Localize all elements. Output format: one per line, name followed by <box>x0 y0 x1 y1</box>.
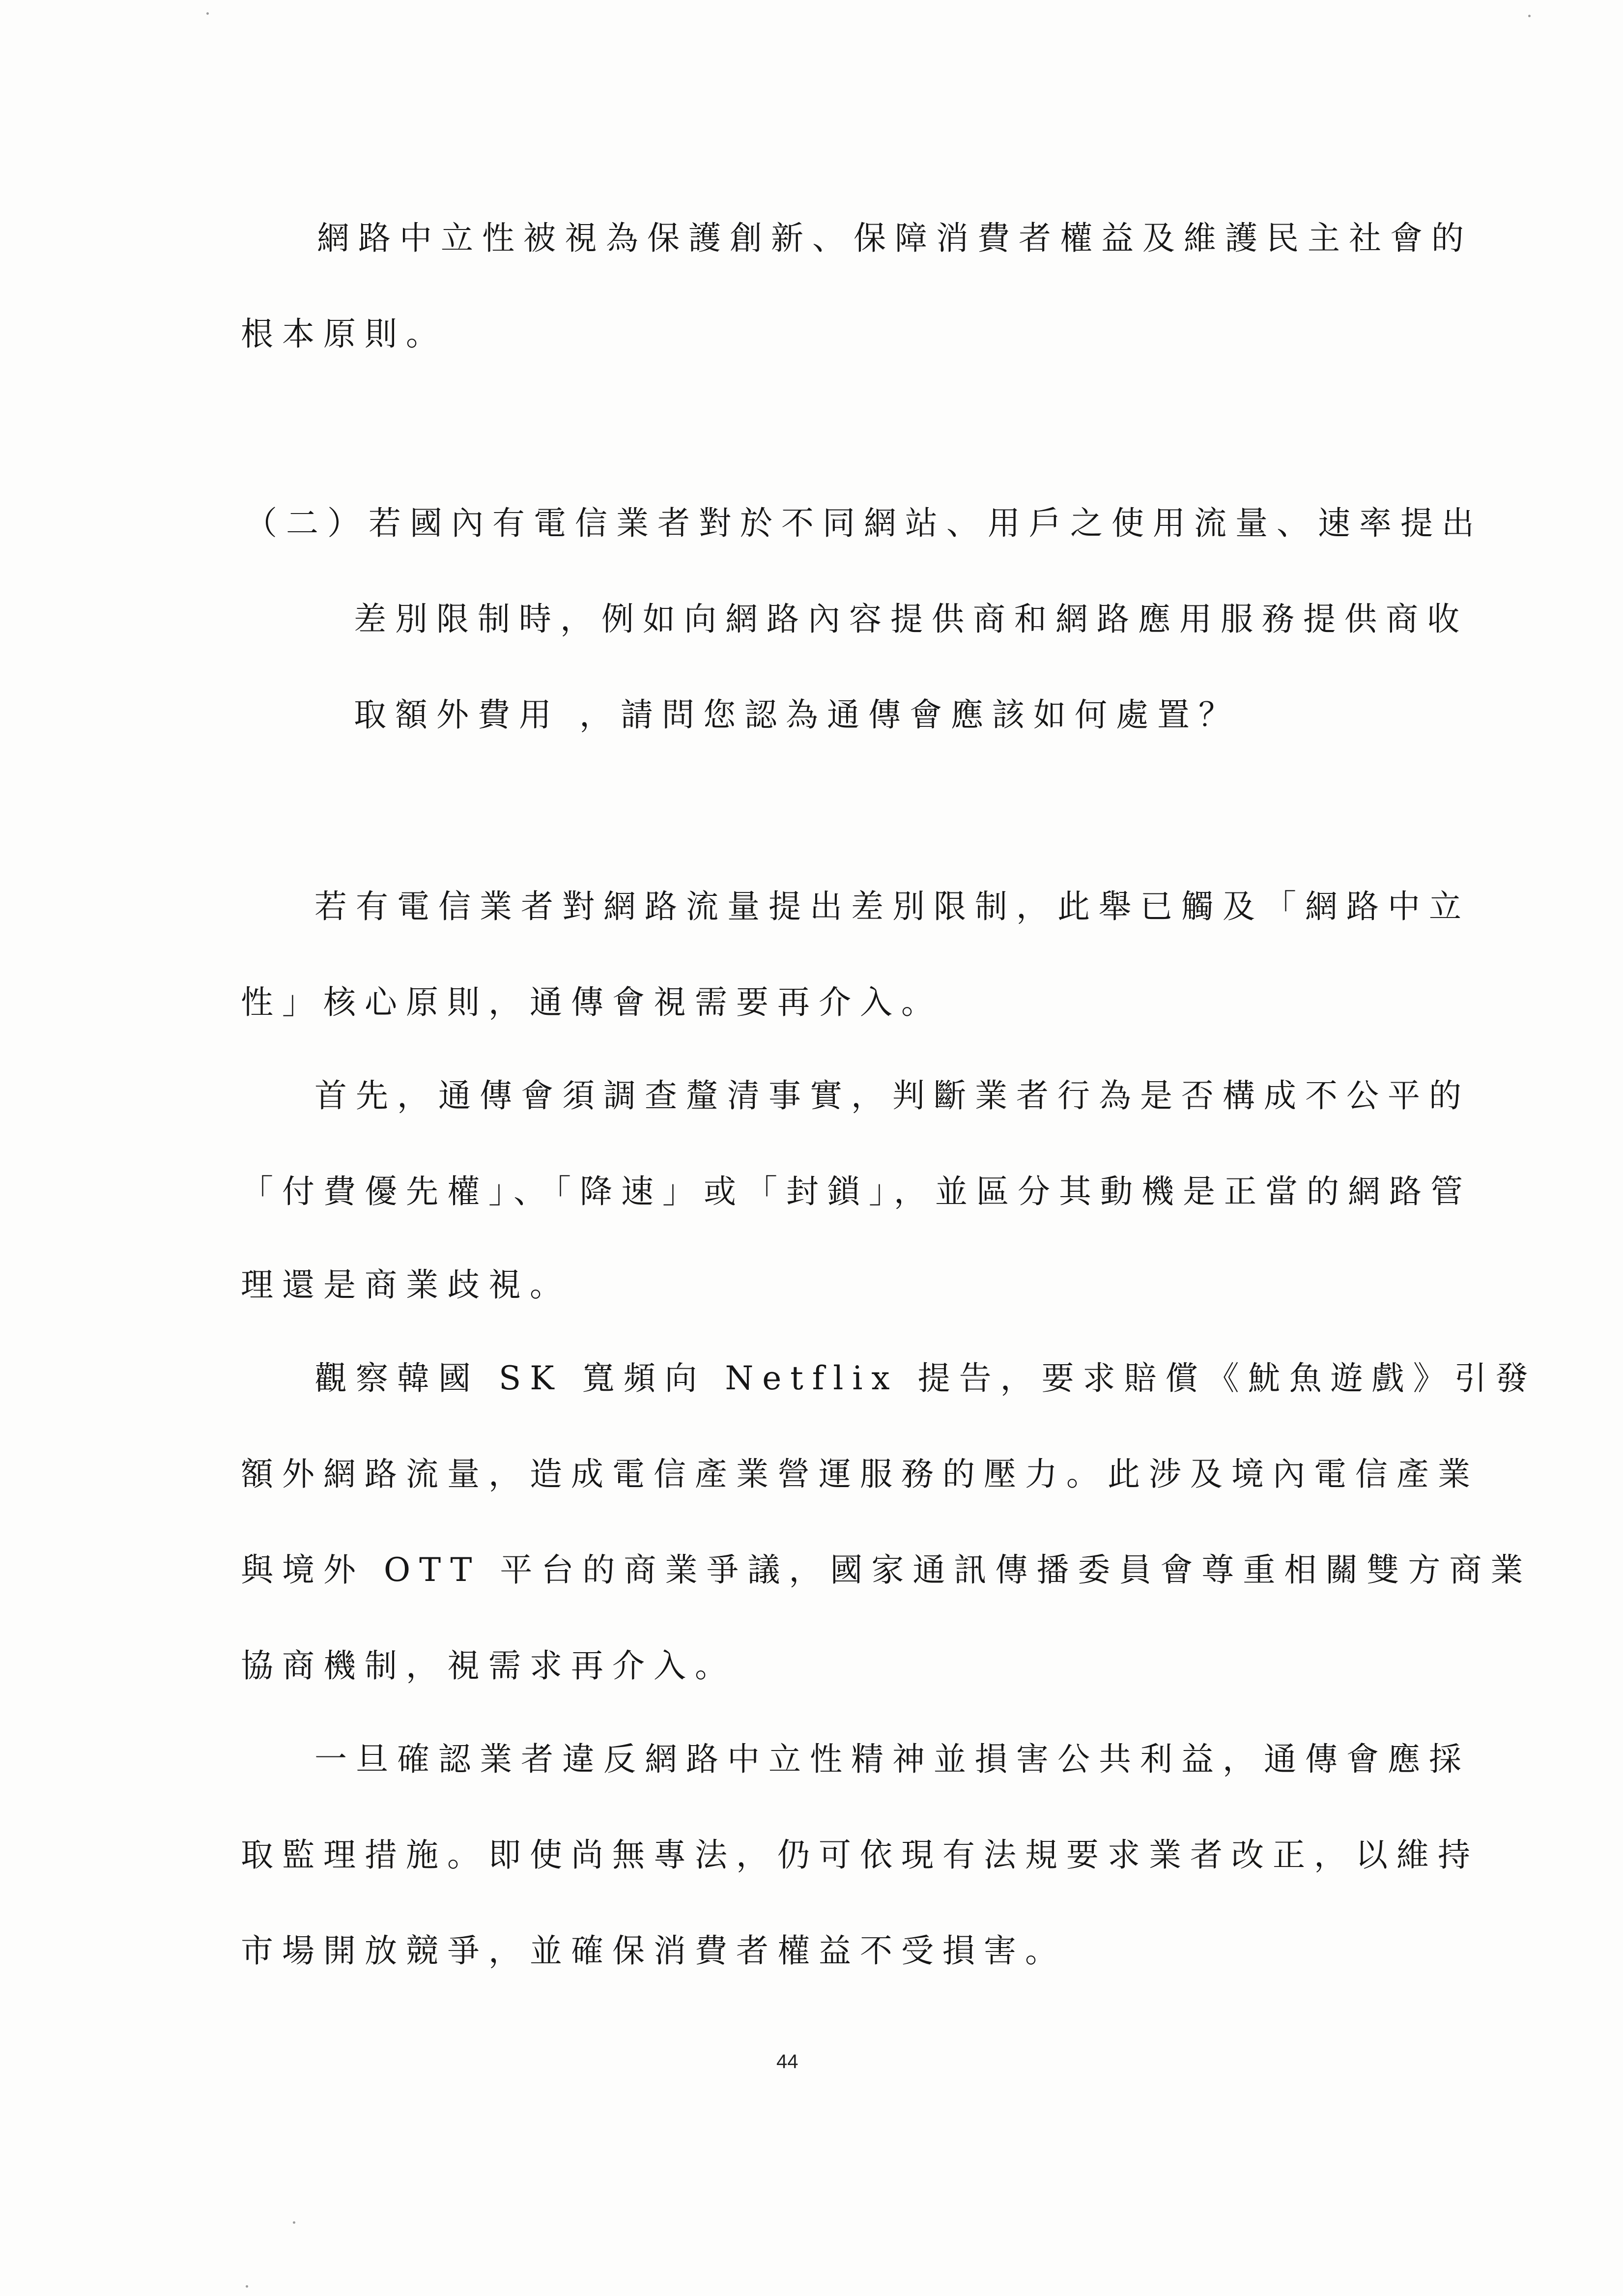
answer-1-line-2: 性」核心原則，通傳會視需要再介入。 <box>241 983 942 1021</box>
answer-3-line-2: 額外網路流量，造成電信產業營運服務的壓力。此涉及境內電信產業 <box>241 1455 1479 1493</box>
question-line-2: 差別限制時，例如向網路內容提供商和網路應用服務提供商收 <box>354 600 1468 638</box>
scan-speck <box>1528 15 1531 17</box>
answer-4-line-1: 一旦確認業者違反網路中立性精神並損害公共利益，通傳會應採 <box>314 1740 1470 1778</box>
scan-speck <box>206 12 209 15</box>
answer-3-line-1: 觀察韓國 SK 寬頻向 Netflix 提告，要求賠償《魷魚遊戲》引發 <box>314 1359 1537 1397</box>
answer-3-line-4: 協商機制，視需求再介入。 <box>241 1647 736 1685</box>
answer-3-line-3: 與境外 OTT 平台的商業爭議，國家通訊傳播委員會尊重相關雙方商業 <box>241 1551 1532 1589</box>
answer-2-line-3: 理還是商業歧視。 <box>241 1266 571 1304</box>
page-number: 44 <box>776 2051 798 2072</box>
question-line-1: （二）若國內有電信業者對於不同網站、用戶之使用流量、速率提出 <box>245 504 1483 542</box>
answer-4-line-2: 取監理措施。即使尚無專法，仍可依現有法規要求業者改正，以維持 <box>241 1836 1479 1874</box>
intro-line-1: 網路中立性被視為保護創新、保障消費者權益及維護民主社會的 <box>317 219 1473 257</box>
answer-4-line-3: 市場開放競爭，並確保消費者權益不受損害。 <box>241 1932 1066 1970</box>
scan-speck <box>246 2285 248 2288</box>
answer-1-line-1: 若有電信業者對網路流量提出差別限制，此舉已觸及「網路中立 <box>314 888 1470 925</box>
question-line-3: 取額外費用 ，請問您認為通傳會應該如何處置？ <box>354 696 1240 734</box>
intro-line-2: 根本原則。 <box>241 315 447 353</box>
answer-2-line-1: 首先，通傳會須調查釐清事實，判斷業者行為是否構成不公平的 <box>314 1077 1470 1115</box>
answer-2-line-2: 「付費優先權」、「降速」或「封鎖」，並區分其動機是正當的網路管 <box>241 1173 1472 1210</box>
scan-speck <box>293 2221 295 2224</box>
